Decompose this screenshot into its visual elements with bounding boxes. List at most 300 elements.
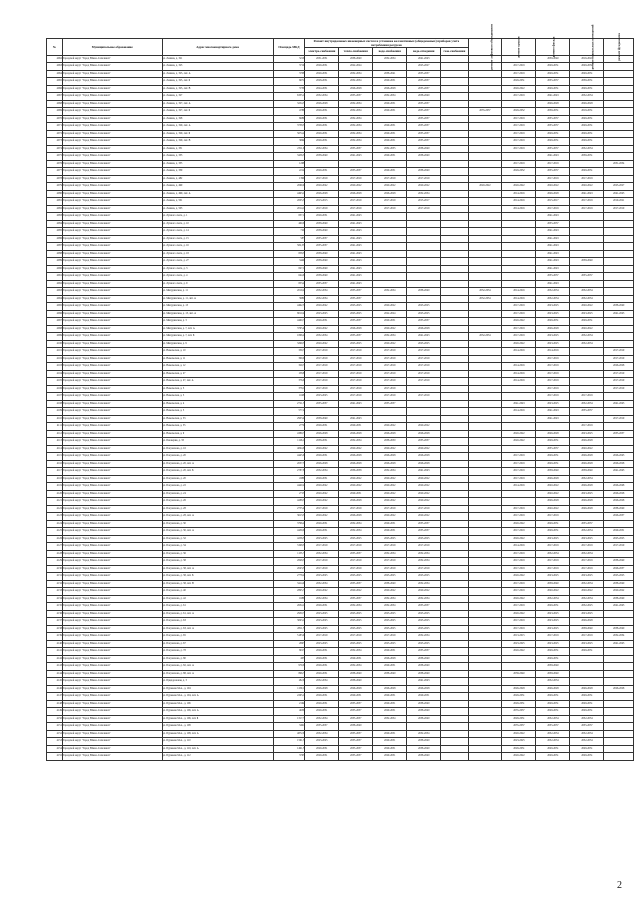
foundation-cell bbox=[604, 475, 634, 483]
row-number: 4113 bbox=[47, 438, 63, 446]
municipality-cell: Городской округ "Город Южно-Сахалинск" bbox=[62, 93, 162, 101]
roof-cell: 2017-2019 bbox=[502, 625, 536, 633]
basement-cell: 2029-2031 bbox=[570, 648, 604, 656]
municipality-cell: Городской округ "Город Южно-Сахалинск" bbox=[62, 63, 162, 71]
gas-cell bbox=[441, 610, 468, 618]
row-number: 4115 bbox=[47, 453, 63, 461]
foundation-cell bbox=[604, 730, 634, 738]
address-cell: ул. Погранзона, д. 38, лит. В bbox=[162, 580, 273, 588]
gas-cell bbox=[441, 378, 468, 386]
row-number: 4121 bbox=[47, 498, 63, 506]
electricity-cell: 2029-2031 bbox=[305, 745, 339, 753]
water-cell: 2026-2028 bbox=[373, 190, 407, 198]
electricity-cell: 2028-2031 bbox=[305, 78, 339, 86]
foundation-cell bbox=[604, 70, 634, 78]
foundation-cell bbox=[604, 708, 634, 716]
municipality-cell: Городской округ "Город Южно-Сахалинск" bbox=[62, 288, 162, 296]
table-row bbox=[47, 535, 634, 543]
heat-cell: 2017-2019 bbox=[339, 363, 373, 371]
address-cell: ул. Ленина, д. 325, лит. А bbox=[162, 70, 273, 78]
address-cell: ул. Ленина, д. 331 bbox=[162, 145, 273, 153]
area-cell: 587 bbox=[273, 235, 305, 243]
elevator-cell bbox=[468, 280, 502, 288]
water-cell: 2032-2034 bbox=[373, 93, 407, 101]
table-row bbox=[47, 220, 634, 228]
table-row bbox=[47, 378, 634, 386]
foundation-cell bbox=[604, 145, 634, 153]
foundation-cell bbox=[604, 130, 634, 138]
basement-cell bbox=[570, 378, 604, 386]
heat-cell: 2032-2034 bbox=[339, 528, 373, 536]
gas-cell bbox=[441, 288, 468, 296]
row-number: 4129 bbox=[47, 558, 63, 566]
water-cell bbox=[373, 408, 407, 416]
heat-cell: 2035-2037 bbox=[339, 318, 373, 326]
foundation-cell: 2026-2048 bbox=[604, 483, 634, 491]
drainage-cell bbox=[407, 213, 441, 221]
table-row bbox=[47, 520, 634, 528]
water-cell: 2029-2031 bbox=[373, 138, 407, 146]
electricity-cell: 2029-2031 bbox=[305, 138, 339, 146]
electricity-cell: 2020-2022 bbox=[305, 490, 339, 498]
gas-cell bbox=[441, 213, 468, 221]
foundation-cell bbox=[604, 243, 634, 251]
row-number: 4062 bbox=[47, 55, 63, 63]
drainage-cell: 2023-2025 bbox=[407, 310, 441, 318]
roof-cell bbox=[502, 415, 536, 423]
address-cell: ул. Ленина, д. 321 bbox=[162, 55, 273, 63]
area-cell: 4389,7 bbox=[273, 430, 305, 438]
row-number: 4110 bbox=[47, 415, 63, 423]
address-cell: ул. Мичуринская, д. 7, лит. А bbox=[162, 325, 273, 333]
facade-cell: 2038-2040 bbox=[536, 663, 570, 671]
electricity-cell: 2020-2022 bbox=[305, 183, 339, 191]
basement-cell bbox=[570, 213, 604, 221]
municipality-cell: Городской округ "Город Южно-Сахалинск" bbox=[62, 723, 162, 731]
drainage-cell: 2038-2040 bbox=[407, 753, 441, 761]
roof-cell bbox=[502, 490, 536, 498]
address-cell: ул. Погранзона, д. 82, лит. А bbox=[162, 663, 273, 671]
roof-cell bbox=[502, 220, 536, 228]
municipality-cell: Городской округ "Город Южно-Сахалинск" bbox=[62, 378, 162, 386]
water-cell: 2035-2037 bbox=[373, 400, 407, 408]
electricity-cell: 2029-2031 bbox=[305, 130, 339, 138]
facade-cell: 2017-2019 bbox=[536, 175, 570, 183]
row-number: 4148 bbox=[47, 700, 63, 708]
heat-cell: 2032-2034 bbox=[339, 520, 373, 528]
water-cell: 2032-2034 bbox=[373, 550, 407, 558]
elevator-cell bbox=[468, 115, 502, 123]
roof-cell: 2014-2016 bbox=[502, 378, 536, 386]
roof-cell: 2035-2037 bbox=[502, 708, 536, 716]
gas-cell bbox=[441, 168, 468, 176]
drainage-cell: 2032-2034 bbox=[407, 190, 441, 198]
water-cell: 2029-2031 bbox=[373, 663, 407, 671]
roof-cell: 2020-2022 bbox=[502, 520, 536, 528]
address-cell: ул. Лунного света, д. 3 bbox=[162, 265, 273, 273]
area-cell: 1686 bbox=[273, 595, 305, 603]
heat-cell: 2035-2037 bbox=[339, 730, 373, 738]
water-cell bbox=[373, 160, 407, 168]
gas-cell bbox=[441, 528, 468, 536]
facade-cell: 2020-2022 bbox=[536, 183, 570, 191]
water-cell bbox=[373, 295, 407, 303]
municipality-cell: Городской округ "Город Южно-Сахалинск" bbox=[62, 438, 162, 446]
facade-cell: 2032-2034 bbox=[536, 678, 570, 686]
electricity-cell: 2023-2025 bbox=[305, 310, 339, 318]
foundation-cell: 2026-2037 bbox=[604, 565, 634, 573]
drainage-cell bbox=[407, 258, 441, 266]
municipality-cell: Городской округ "Город Южно-Сахалинск" bbox=[62, 115, 162, 123]
municipality-cell: Городской округ "Город Южно-Сахалинск" bbox=[62, 198, 162, 206]
water-cell: 2029-2031 bbox=[373, 318, 407, 326]
drainage-cell: 2017-2019 bbox=[407, 505, 441, 513]
roof-cell bbox=[502, 243, 536, 251]
heat-cell: 2026-2028 bbox=[339, 190, 373, 198]
roof-cell bbox=[502, 100, 536, 108]
table-row bbox=[47, 415, 634, 423]
row-number: 4152 bbox=[47, 730, 63, 738]
municipality-cell: Городской округ "Город Южно-Сахалинск" bbox=[62, 513, 162, 521]
roof-cell: 2035-2037 bbox=[502, 723, 536, 731]
address-cell: ул. Погранзона, д. 65 bbox=[162, 633, 273, 641]
elevator-cell bbox=[468, 625, 502, 633]
water-cell: 2029-2031 bbox=[373, 78, 407, 86]
roof-cell: 2020-2022 bbox=[502, 595, 536, 603]
foundation-cell bbox=[604, 123, 634, 131]
heat-cell: 2017-2019 bbox=[339, 543, 373, 551]
address-cell: ул. Невельская, д. 53 bbox=[162, 415, 273, 423]
drainage-cell: 2038-2040 bbox=[407, 745, 441, 753]
table-row bbox=[47, 475, 634, 483]
row-number: 4134 bbox=[47, 595, 63, 603]
electricity-cell: 2038-2040 bbox=[305, 415, 339, 423]
heat-cell: 2020-2022 bbox=[339, 588, 373, 596]
elevator-cell bbox=[468, 370, 502, 378]
table-row bbox=[47, 678, 634, 686]
basement-cell: 2032-2034 bbox=[570, 340, 604, 348]
area-cell: 2895,7 bbox=[273, 588, 305, 596]
roof-cell bbox=[502, 655, 536, 663]
water-cell: 2017-2019 bbox=[373, 558, 407, 566]
municipality-cell: Городской округ "Город Южно-Сахалинск" bbox=[62, 618, 162, 626]
water-cell: 2020-2022 bbox=[373, 475, 407, 483]
facade-cell: 2023-2025 bbox=[536, 303, 570, 311]
facade-cell: 2017-2019 bbox=[536, 355, 570, 363]
elevator-cell bbox=[468, 348, 502, 356]
table-row bbox=[47, 198, 634, 206]
basement-cell: 2017-2019 bbox=[570, 423, 604, 431]
municipality-cell: Городской округ "Город Южно-Сахалинск" bbox=[62, 685, 162, 693]
elevator-cell bbox=[468, 258, 502, 266]
facade-cell: 2029-2031 bbox=[536, 603, 570, 611]
table-row bbox=[47, 430, 634, 438]
water-cell: 2017-2019 bbox=[373, 363, 407, 371]
electricity-cell: 2020-2022 bbox=[305, 303, 339, 311]
address-cell: ул. Ленина, д. 501 bbox=[162, 198, 273, 206]
drainage-cell: 2017-2019 bbox=[407, 205, 441, 213]
elevator-cell bbox=[468, 213, 502, 221]
heat-cell: 2041-2043 bbox=[339, 235, 373, 243]
area-cell: 3738,5 bbox=[273, 123, 305, 131]
address-cell: ул. Ленина, д. 482 bbox=[162, 175, 273, 183]
facade-cell: 2026-2028 bbox=[536, 190, 570, 198]
elevator-cell bbox=[468, 408, 502, 416]
elevator-cell bbox=[468, 543, 502, 551]
table-row bbox=[47, 153, 634, 161]
elevator-cell bbox=[468, 190, 502, 198]
facade-cell: 2017-2019 bbox=[536, 513, 570, 521]
table-row bbox=[47, 400, 634, 408]
municipality-cell: Городской округ "Город Южно-Сахалинск" bbox=[62, 573, 162, 581]
electricity-cell bbox=[305, 408, 339, 416]
header-engineering-systems: Ремонт внутридомовых инженерных систем и установка коллективных (общедомовых) приборов учета потребления ресурсов bbox=[305, 39, 468, 48]
municipality-cell: Городской округ "Город Южно-Сахалинск" bbox=[62, 145, 162, 153]
electricity-cell: 2032-2034 bbox=[305, 730, 339, 738]
electricity-cell: 2029-2031 bbox=[305, 63, 339, 71]
drainage-cell bbox=[407, 228, 441, 236]
basement-cell bbox=[570, 235, 604, 243]
address-cell: ул. Ленина, д. 325, лит. В bbox=[162, 85, 273, 93]
roof-cell: 2029-2032 bbox=[502, 168, 536, 176]
address-cell: ул. Пуркаева М.А., д. 106 bbox=[162, 700, 273, 708]
elevator-cell bbox=[468, 318, 502, 326]
table-row bbox=[47, 123, 634, 131]
roof-cell: 2017-2019 bbox=[502, 310, 536, 318]
elevator-cell bbox=[468, 235, 502, 243]
gas-cell bbox=[441, 355, 468, 363]
basement-cell: 2035-2037 bbox=[570, 723, 604, 731]
gas-cell bbox=[441, 415, 468, 423]
basement-cell: 2023-2025 bbox=[570, 610, 604, 618]
gas-cell bbox=[441, 588, 468, 596]
basement-cell: 2029-2031 bbox=[570, 168, 604, 176]
electricity-cell: 2017-2019 bbox=[305, 370, 339, 378]
roof-cell bbox=[502, 423, 536, 431]
drainage-cell: 2041-2043 bbox=[407, 333, 441, 341]
basement-cell: 2026-2028 bbox=[570, 100, 604, 108]
address-cell: ул. Погранзона, д. 36 bbox=[162, 550, 273, 558]
heat-cell: 2032-2034 bbox=[339, 130, 373, 138]
roof-cell: 2023-2025 bbox=[502, 640, 536, 648]
area-cell: 1399 bbox=[273, 175, 305, 183]
roof-cell: 2020-2022 bbox=[502, 430, 536, 438]
municipality-cell: Городской округ "Город Южно-Сахалинск" bbox=[62, 393, 162, 401]
foundation-cell bbox=[604, 715, 634, 723]
area-cell: 3694 bbox=[273, 138, 305, 146]
elevator-cell bbox=[468, 85, 502, 93]
municipality-cell: Городской округ "Город Южно-Сахалинск" bbox=[62, 310, 162, 318]
water-cell: 2029-2031 bbox=[373, 528, 407, 536]
municipality-cell: Городской округ "Город Южно-Сахалинск" bbox=[62, 565, 162, 573]
basement-cell: 2032-2034 bbox=[570, 295, 604, 303]
foundation-cell: 2029-2031 bbox=[604, 528, 634, 536]
gas-cell bbox=[441, 325, 468, 333]
header-address: Адрес многоквартирного дома bbox=[162, 39, 273, 56]
table-row bbox=[47, 325, 634, 333]
heat-cell: 2017-2019 bbox=[339, 355, 373, 363]
area-cell: 3765 bbox=[273, 753, 305, 761]
table-row bbox=[47, 715, 634, 723]
table-row bbox=[47, 573, 634, 581]
electricity-cell: 2029-2031 bbox=[305, 123, 339, 131]
water-cell: 2023-2025 bbox=[373, 625, 407, 633]
row-number: 4076 bbox=[47, 160, 63, 168]
foundation-cell: 2017-2019 bbox=[604, 355, 634, 363]
foundation-cell bbox=[604, 295, 634, 303]
roof-cell bbox=[502, 250, 536, 258]
address-cell: ул. Невельская, д. 3 bbox=[162, 385, 273, 393]
gas-cell bbox=[441, 625, 468, 633]
water-cell: 2029-2031 bbox=[373, 153, 407, 161]
water-cell: 2023-2025 bbox=[373, 640, 407, 648]
gas-cell bbox=[441, 55, 468, 63]
gas-cell bbox=[441, 490, 468, 498]
row-number: 4090 bbox=[47, 265, 63, 273]
address-cell: ул. Мичуринская, д. 3 bbox=[162, 318, 273, 326]
roof-cell: 2020-2022 bbox=[502, 438, 536, 446]
area-cell: 837,1 bbox=[273, 213, 305, 221]
drainage-cell: 2035-2037 bbox=[407, 100, 441, 108]
table-row bbox=[47, 340, 634, 348]
facade-cell: 2041-2043 bbox=[536, 228, 570, 236]
address-cell: ул. Погранзона, д. 78 bbox=[162, 648, 273, 656]
basement-cell: 2029-2031 bbox=[570, 700, 604, 708]
drainage-cell: 2035-2037 bbox=[407, 528, 441, 536]
facade-cell bbox=[536, 423, 570, 431]
address-cell: ул. Мичуринская, д. 13 bbox=[162, 303, 273, 311]
gas-cell bbox=[441, 85, 468, 93]
roof-cell bbox=[502, 355, 536, 363]
gas-cell bbox=[441, 70, 468, 78]
gas-cell bbox=[441, 385, 468, 393]
electricity-cell: 2038-2040 bbox=[305, 153, 339, 161]
gas-cell bbox=[441, 138, 468, 146]
basement-cell: 2032-2034 bbox=[570, 93, 604, 101]
gas-cell bbox=[441, 250, 468, 258]
roof-cell: 2020-2022 bbox=[502, 573, 536, 581]
water-cell: 2026-2028 bbox=[373, 430, 407, 438]
address-cell: ул. Мичуринская, д. 11, лит. А bbox=[162, 295, 273, 303]
municipality-cell: Городской округ "Город Южно-Сахалинск" bbox=[62, 678, 162, 686]
address-cell: ул. Невельская, д. 5 bbox=[162, 393, 273, 401]
drainage-cell: 2035-2037 bbox=[407, 318, 441, 326]
heat-cell: 2032-2034 bbox=[339, 70, 373, 78]
drainage-cell bbox=[407, 220, 441, 228]
foundation-cell: 2026-2028 bbox=[604, 685, 634, 693]
row-number: 4105 bbox=[47, 378, 63, 386]
drainage-cell: 2038-2040 bbox=[407, 700, 441, 708]
table-row bbox=[47, 550, 634, 558]
water-cell: 2029-2031 bbox=[373, 123, 407, 131]
facade-cell: 2020-2022 bbox=[536, 490, 570, 498]
row-number: 4132 bbox=[47, 580, 63, 588]
electricity-cell: 2032-2034 bbox=[305, 93, 339, 101]
row-number: 4108 bbox=[47, 400, 63, 408]
roof-cell: 2017-2019 bbox=[502, 63, 536, 71]
row-number: 4136 bbox=[47, 610, 63, 618]
row-number: 4154 bbox=[47, 745, 63, 753]
heat-cell: 2032-2034 bbox=[339, 603, 373, 611]
address-cell: ул. Погранзона, д. 42 bbox=[162, 595, 273, 603]
basement-cell: 2029-2031 bbox=[570, 63, 604, 71]
table-row bbox=[47, 273, 634, 281]
municipality-cell: Городской округ "Город Южно-Сахалинск" bbox=[62, 85, 162, 93]
roof-cell bbox=[502, 235, 536, 243]
electricity-cell: 2038-2040 bbox=[305, 273, 339, 281]
basement-cell: 2023-2025 bbox=[570, 640, 604, 648]
heat-cell: 2035-2037 bbox=[339, 580, 373, 588]
foundation-cell: 2038-2040 bbox=[604, 595, 634, 603]
electricity-cell: 2035-2037 bbox=[305, 235, 339, 243]
heat-cell: 2017-2019 bbox=[339, 370, 373, 378]
municipality-cell: Городской округ "Город Южно-Сахалинск" bbox=[62, 595, 162, 603]
electricity-cell: 2017-2019 bbox=[305, 175, 339, 183]
drainage-cell: 2023-2025 bbox=[407, 303, 441, 311]
table-row bbox=[47, 100, 634, 108]
area-cell: 4493,1 bbox=[273, 190, 305, 198]
area-cell: 6671 bbox=[273, 78, 305, 86]
gas-cell bbox=[441, 303, 468, 311]
drainage-cell bbox=[407, 160, 441, 168]
municipality-cell: Городской округ "Город Южно-Сахалинск" bbox=[62, 580, 162, 588]
basement-cell bbox=[570, 355, 604, 363]
roof-cell: 2041-2043 bbox=[502, 400, 536, 408]
municipality-cell: Городской округ "Город Южно-Сахалинск" bbox=[62, 123, 162, 131]
basement-cell: 2038-2040 bbox=[570, 468, 604, 476]
electricity-cell: 2029-2031 bbox=[305, 115, 339, 123]
basement-cell: 2032-2034 bbox=[570, 730, 604, 738]
table-row bbox=[47, 183, 634, 191]
basement-cell: 2020-2022 bbox=[570, 325, 604, 333]
basement-cell: 2017-2019 bbox=[570, 175, 604, 183]
heat-cell: 2035-2037 bbox=[339, 288, 373, 296]
municipality-cell: Городской округ "Город Южно-Сахалинск" bbox=[62, 498, 162, 506]
gas-cell bbox=[441, 580, 468, 588]
electricity-cell: 2029-2031 bbox=[305, 655, 339, 663]
gas-cell bbox=[441, 318, 468, 326]
row-number: 4124 bbox=[47, 520, 63, 528]
foundation-cell: 2026-2043 bbox=[604, 453, 634, 461]
area-cell: 4288,5 bbox=[273, 498, 305, 506]
electricity-cell: 2029-2031 bbox=[305, 475, 339, 483]
facade-cell: 2035-2037 bbox=[536, 273, 570, 281]
basement-cell: 2026-2028 bbox=[570, 505, 604, 513]
heat-cell: 2017-2019 bbox=[339, 198, 373, 206]
facade-cell: 2041-2043 bbox=[536, 258, 570, 266]
elevator-cell bbox=[468, 100, 502, 108]
municipality-cell: Городской округ "Город Южно-Сахалинск" bbox=[62, 183, 162, 191]
drainage-cell: 2035-2037 bbox=[407, 648, 441, 656]
gas-cell bbox=[441, 498, 468, 506]
drainage-cell: 2038-2040 bbox=[407, 145, 441, 153]
heat-cell: 2035-2037 bbox=[339, 145, 373, 153]
drainage-cell: 2035-2037 bbox=[407, 108, 441, 116]
foundation-cell: 2017-2019 bbox=[604, 385, 634, 393]
foundation-cell: 2026-2037 bbox=[604, 513, 634, 521]
municipality-cell: Городской округ "Город Южно-Сахалинск" bbox=[62, 610, 162, 618]
facade-cell: 2029-2031 bbox=[536, 708, 570, 716]
municipality-cell: Городской округ "Город Южно-Сахалинск" bbox=[62, 243, 162, 251]
foundation-cell bbox=[604, 85, 634, 93]
heat-cell: 2023-2025 bbox=[339, 640, 373, 648]
elevator-cell bbox=[468, 468, 502, 476]
heat-cell: 2029-2031 bbox=[339, 423, 373, 431]
heat-cell: 2035-2037 bbox=[339, 738, 373, 746]
basement-cell bbox=[570, 243, 604, 251]
table-row bbox=[47, 295, 634, 303]
row-number: 4120 bbox=[47, 490, 63, 498]
